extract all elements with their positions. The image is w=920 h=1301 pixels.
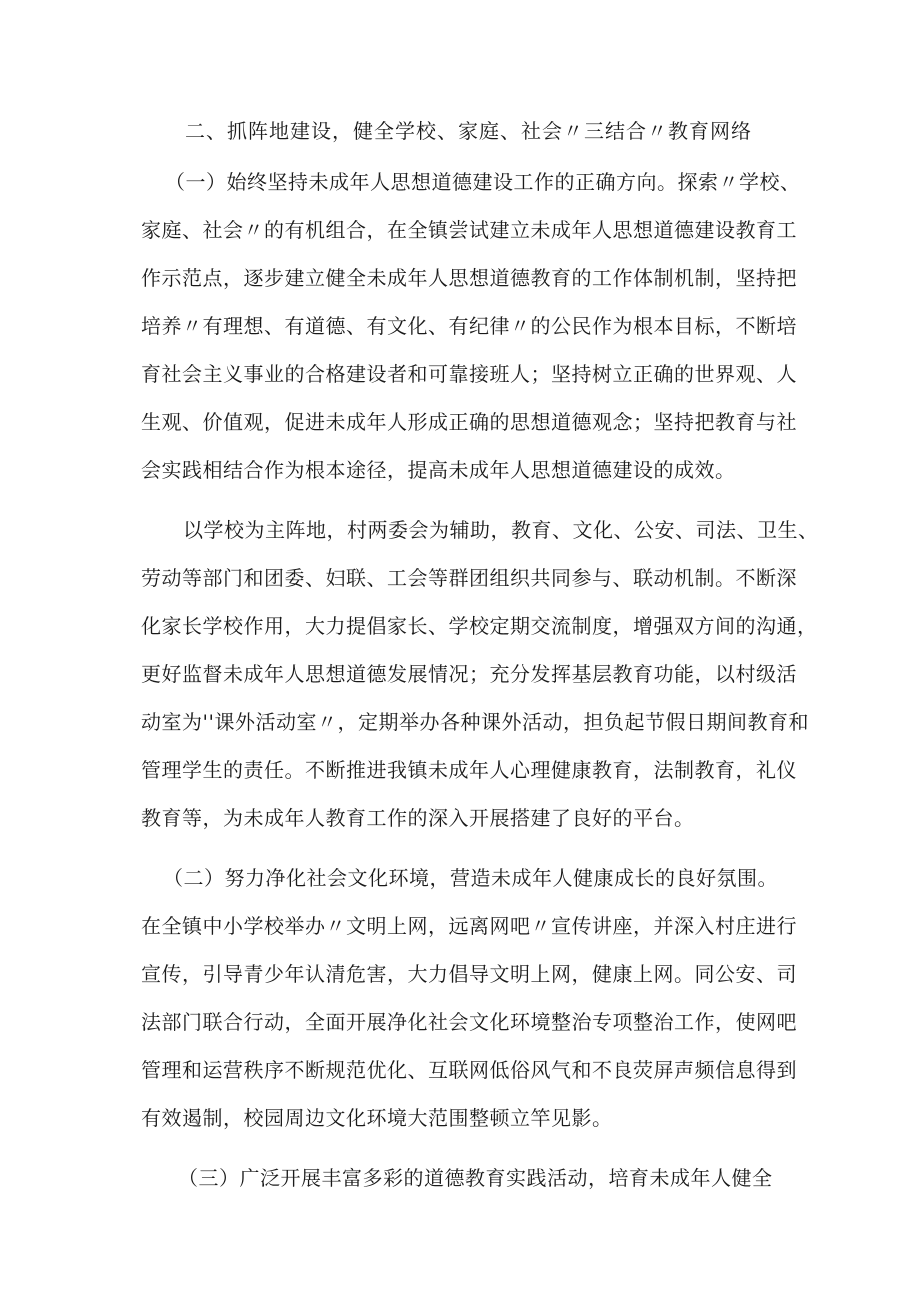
paragraph-1-line-2: 家庭、社会〃的有机组合，在全镇尝试建立未成年人思想道德建设教育工: [141, 218, 797, 242]
paragraph-2-line-5: 动室为''课外活动室〃，定期举办各种课外活动，担负起节假日期间教育和: [141, 710, 809, 734]
paragraph-3-line-2: 在全镇中小学校举办〃文明上网，远离网吧〃宣传讲座，并深入村庄进行: [141, 914, 797, 938]
section-heading: 二、抓阵地建设，健全学校、家庭、社会〃三结合〃教育网络: [185, 119, 752, 143]
paragraph-1-line-5: 育社会主义事业的合格建设者和可靠接班人；坚持树立正确的世界观、人: [141, 362, 797, 386]
paragraph-1-line-3: 作示范点，逐步建立健全未成年人思想道德教育的工作体制机制，坚持把: [141, 266, 797, 290]
paragraph-3-line-3: 宣传，引导青少年认清危害，大力倡导文明上网，健康上网。同公安、司: [141, 962, 797, 986]
paragraph-2-line-7: 教育等，为未成年人教育工作的深入开展搭建了良好的平台。: [141, 806, 695, 830]
paragraph-3-line-5: 管理和运营秩序不断规范优化、互联网低俗风气和不良荧屏声频信息得到: [141, 1058, 797, 1082]
paragraph-3-line-4: 法部门联合行动，全面开展净化社会文化环境整治专项整治工作，使网吧: [141, 1010, 797, 1034]
paragraph-1-line-4: 培养〃有理想、有道德、有文化、有纪律〃的公民作为根本目标，不断培: [141, 314, 797, 338]
paragraph-2-line-6: 管理学生的责任。不断推进我镇未成年人心理健康教育，法制教育，礼仪: [141, 758, 797, 782]
paragraph-3-line-1: （二）努力净化社会文化环境，营造未成年人健康成长的良好氛围。: [163, 866, 778, 890]
paragraph-2-line-1: 以学校为主阵地，村两委会为辅助，教育、文化、公安、司法、卫生、: [183, 518, 819, 542]
paragraph-3-line-6: 有效遏制，校园周边文化环境大范围整顿立竿见影。: [141, 1106, 613, 1130]
paragraph-2-line-4: 更好监督未成年人思想道德发展情况；充分发挥基层教育功能，以村级活: [141, 662, 797, 686]
paragraph-2-line-2: 劳动等部门和团委、妇联、工会等群团组织共同参与、联动机制。不断深: [141, 566, 797, 590]
paragraph-4-line-1: （三）广泛开展丰富多彩的道德教育实践活动，培育未成年人健全: [178, 1166, 773, 1190]
paragraph-1-line-7: 会实践相结合作为根本途径，提高未成年人思想道德建设的成效。: [141, 458, 736, 482]
paragraph-2-line-3: 化家长学校作用，大力提倡家长、学校定期交流制度，增强双方间的沟通，: [141, 614, 818, 638]
paragraph-1-line-1: （一）始终坚持未成年人思想道德建设工作的正确方向。探索〃学校、: [165, 170, 801, 194]
paragraph-1-line-6: 生观、价值观，促进未成年人形成正确的思想道德观念；坚持把教育与社: [141, 410, 797, 434]
